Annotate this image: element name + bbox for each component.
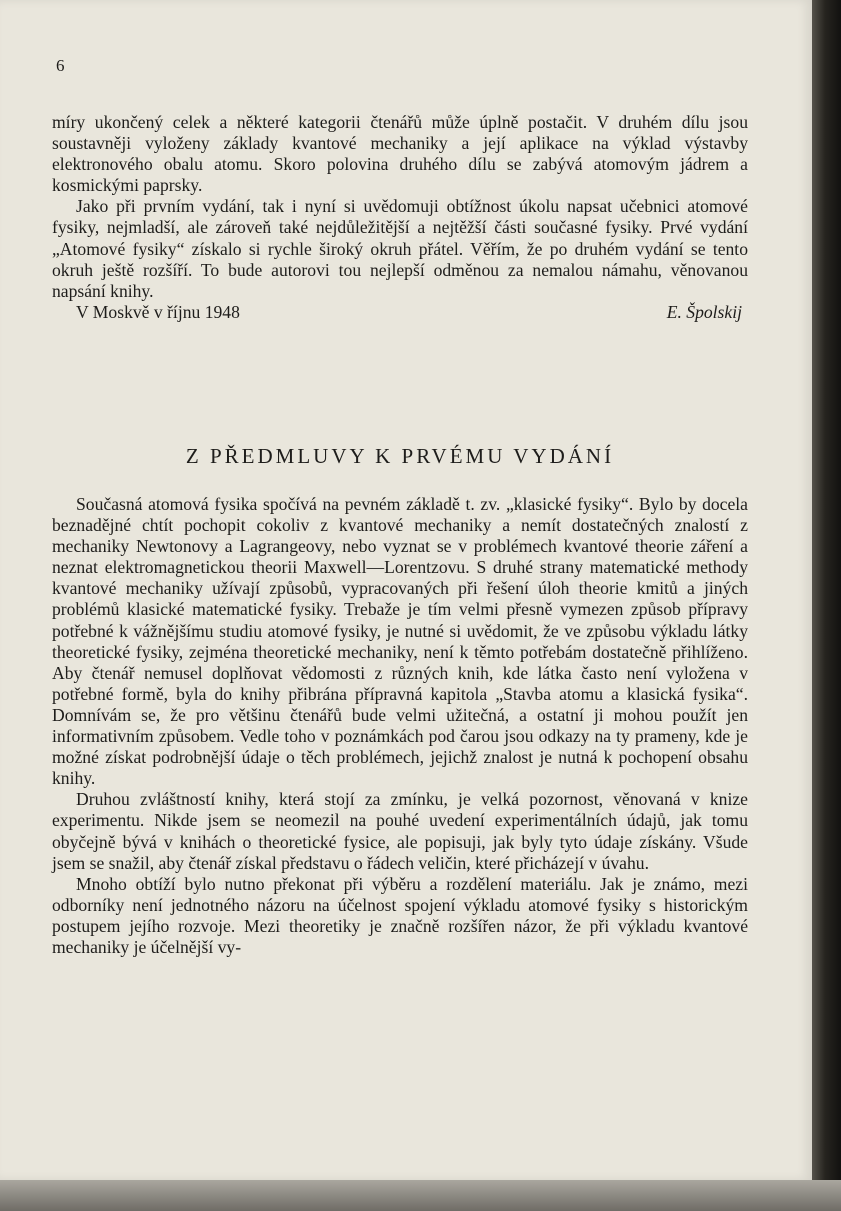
scan-bottom-edge (0, 1180, 841, 1211)
section-paragraph-3: Mnoho obtíží bylo nutno překonat při výběru a rozdělení materiálu. Jak je známo, mezi odborníky není jednotného názoru na účelnost spojení výkladu atomové fysiky s historickým postupem jejího rozvoje. Mezi theoretiky je značně rozšířen názor, že při výkladu kvantové mechaniky je účelnější vy- (52, 873, 748, 957)
intro-paragraph-2: Jako při prvním vydání, tak i nyní si uvědomuji obtížnost úkolu napsat učebnici atomové fysiky, nejmladší, ale zároveň také nejdůležitější a nejtěžší části současné fysiky. Prvé vydání „Atomové fysiky“ získalo si rychle široký okruh přátel. Věřím, že po druhém vydání se tento okruh ještě rozšíří. To bude autorovi tou nejlepší odměnou za nemalou námahu, věnovanou napsání knihy. (52, 196, 748, 301)
section-paragraph-1: Současná atomová fysika spočívá na pevném základě t. zv. „klasické fysiky“. Bylo by docela beznadějné chtít pochopit cokoliv z kvantové mechaniky a nemít dostatečných znalostí z mechaniky Newtonovy a Lagrangeovy, nebo vyznat se v problémech kvantové theorie záření a neznat elektromagnetickou theorii Maxwell—Lorentzovu. S druhé strany matematické methody kvantové mechaniky užívají způsobů, vypracovaných při řešení úloh theorie kmitů a jiných problémů klasické matematické fysiky. Trebaže je tím velmi přesně vymezen způsob přípravy potřebné k vážnějšímu studiu atomové fysiky, je nutné si uvědomit, že ve způsobu výkladu látky theoretické fysiky, zejména theoretické mechaniky, není k těmto potřebám dostatečně přihlíženo. Aby čtenář nemusel doplňovat vědomosti z různých knih, kde látka často není vyložena v potřebné formě, byla do knihy přibrána přípravná kapitola „Stavba atomu a klasická fysika“. Domnívám se, že pro většinu čtenářů bude velmi užitečná, a ostatní ji mohou použít jen informativním způsobem. Vedle toho v poznámkách pod čarou jsou odkazy na ty prameny, kde je možné získat podrobnější údaje o těch problémech, jejichž znalost je nutná k pochopení obsahu knihy. (52, 494, 748, 789)
place-date: V Moskvě v říjnu 1948 (76, 301, 240, 322)
author-signature: E. Špolskij (666, 301, 742, 322)
intro-paragraph-1: míry ukončený celek a některé kategorii čtenářů může úplně postačit. V druhém dílu jsou soustavněji vyloženy základy kvantové mechaniky a její aplikace na výklad výstavby elektronového obalu atomu. Skoro polovina druhého dílu se zabývá atomovým jádrem a kosmickými paprsky. (52, 112, 748, 196)
book-spine-shadow (812, 0, 841, 1211)
signature-line (52, 302, 748, 323)
section-paragraph-2: Druhou zvláštností knihy, která stojí za zmínku, je velká pozornost, věnovaná v knize experimentu. Nikde jsem se neomezil na pouhé uvedení experimentálních údajů, jak tomu obyčejně bývá v knihách o theoretické fysice, ale popisuji, jak byly tyto údaje získány. Všude jsem se snažil, aby čtenář získal představu o řádech veličin, které přicházejí v úvahu. (52, 789, 748, 873)
page-number: 6 (56, 56, 65, 75)
first-edition-preface (52, 494, 748, 958)
preface-continuation (52, 112, 748, 323)
section-heading: Z PŘEDMLUVY K PRVÉMU VYDÁNÍ (185, 444, 615, 468)
